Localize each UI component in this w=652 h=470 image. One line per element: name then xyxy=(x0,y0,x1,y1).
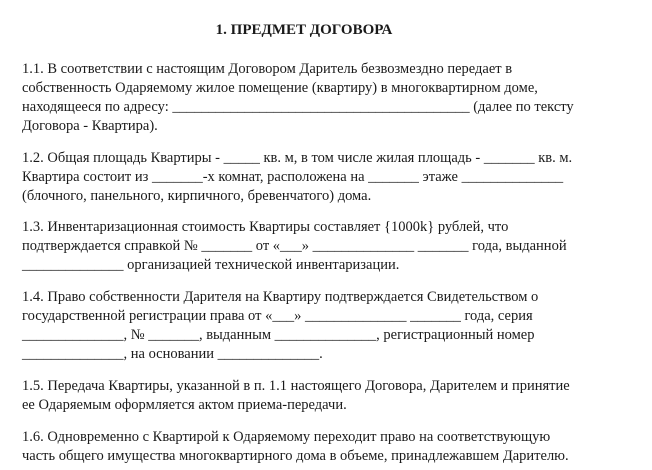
clause-1-6-line: 1.6. Одновременно с Квартирой к Одаряемому переходит право на соответствующую xyxy=(22,429,551,445)
clause-1-5-line: ее Одаряемым оформляется актом приема-передачи. xyxy=(22,397,347,413)
clause-1-3-line: ______________ организацией технической инвентаризации. xyxy=(22,257,400,273)
clause-1-1-line: находящееся по адресу: _________________________________________ (далее по тексту xyxy=(22,99,574,115)
clause-1-2-line: Квартира состоит из _______-х комнат, расположена на _______ этаже ______________ xyxy=(22,169,564,185)
clause-1-2-line: (блочного, панельного, кирпичного, бревенчатого) дома. xyxy=(22,188,372,204)
clause-1-4-line: государственной регистрации права от «___» ______________ _______ года, серия xyxy=(22,308,533,324)
clause-1-1-line: Договора - Квартира). xyxy=(22,118,158,134)
clause-1-4-line: 1.4. Право собственности Дарителя на Квартиру подтверждается Свидетельством о xyxy=(22,289,539,305)
clause-1-4-line: ______________, на основании ______________. xyxy=(22,346,323,362)
clause-1-1-line: 1.1. В соответствии с настоящим Договором Даритель безвозмездно передает в xyxy=(22,61,513,77)
clause-1-6-line: часть общего имущества многоквартирного дома в объеме, принадлежавшем Дарителю. xyxy=(22,448,569,464)
clause-1-4-line: ______________, № _______, выданным ______________, регистрационный номер xyxy=(22,327,535,343)
section-title: 1. ПРЕДМЕТ ДОГОВОРА xyxy=(215,22,393,38)
clause-1-2-line: 1.2. Общая площадь Квартиры - _____ кв. м, в том числе жилая площадь - _______ кв. м. xyxy=(22,150,573,166)
clause-1-5-line: 1.5. Передача Квартиры, указанной в п. 1.1 настоящего Договора, Дарителем и принятие xyxy=(22,378,570,394)
clause-1-3-line: 1.3. Инвентаризационная стоимость Квартиры составляет {1000k} рублей, что xyxy=(22,219,509,235)
clause-1-1-line: собственность Одаряемому жилое помещение (квартиру) в многоквартирном доме, xyxy=(22,80,538,96)
clause-1-3-line: подтверждается справкой № _______ от «___» ______________ _______ года, выданной xyxy=(22,238,567,254)
